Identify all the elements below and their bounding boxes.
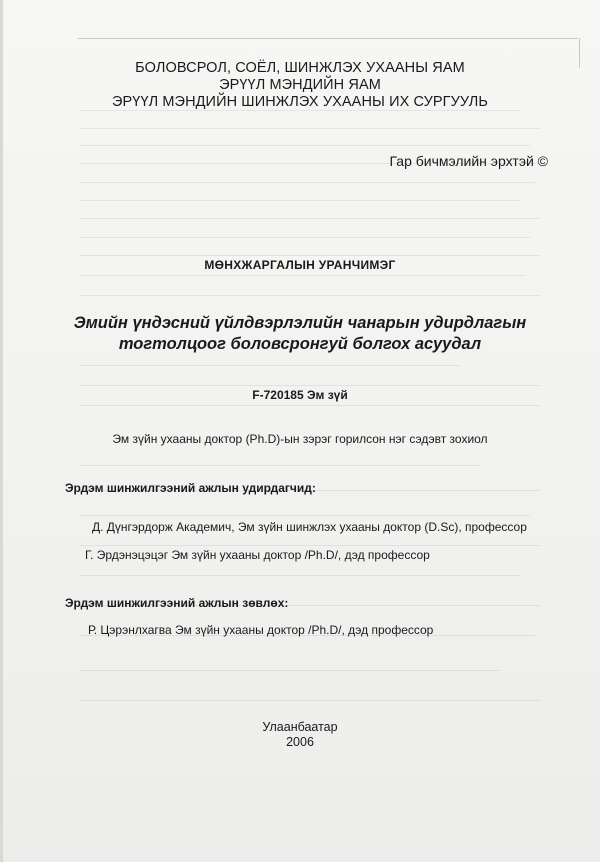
copyright-notice: Гар бичмэлийн эрхтэй © <box>389 153 548 169</box>
degree-statement: Эм зүйн ухааны доктор (Ph.D)-ын зэрэг горилсон нэг сэдэвт зохиол <box>112 432 488 446</box>
supervisors-label: Эрдэм шинжилгээний ажлын удирдагчид: <box>65 481 316 495</box>
thesis-title <box>0 313 600 355</box>
year: 2006 <box>286 735 314 749</box>
supervisor-1: Д. Дүнгэрдорж Академич, Эм зүйн шинжлэх ухааны доктор (D.Sc), профессор <box>92 520 527 534</box>
place: Улаанбаатар <box>262 720 338 734</box>
thesis-title-line-1: Эмийн үндэсний үйлдвэрлэлийн чанарын удирдлагын <box>73 314 527 332</box>
author-name: МӨНХЖАРГАЛЫН УРАНЧИМЭГ <box>204 258 396 272</box>
thesis-title-line-2: тогтолцоог боловсронгуй болгох асуудал <box>118 335 482 353</box>
advisor-label: Эрдэм шинжилгээний ажлын зөвлөх: <box>65 596 289 610</box>
advisor-name: Р. Цэрэнлхагва Эм зүйн ухааны доктор /Ph.D/, дэд профессор <box>88 623 434 637</box>
supervisor-2: Г. Эрдэнэцэцэг Эм зүйн ухааны доктор /Ph.D/, дэд профессор <box>85 548 430 562</box>
bleed-through-text <box>80 90 550 740</box>
ministry-line-3: ЭРҮҮЛ МЭНДИЙН ШИНЖЛЭХ УХААНЫ ИХ СУРГУУЛЬ <box>112 94 488 110</box>
ministry-line-1: БОЛОВСРОЛ, СОЁЛ, ШИНЖЛЭХ УХААНЫ ЯАМ <box>135 60 465 76</box>
ministry-line-2: ЭРҮҮЛ МЭНДИЙН ЯАМ <box>219 77 381 93</box>
top-rule <box>78 38 578 39</box>
specialty-code: F-720185 Эм зүй <box>252 388 348 402</box>
